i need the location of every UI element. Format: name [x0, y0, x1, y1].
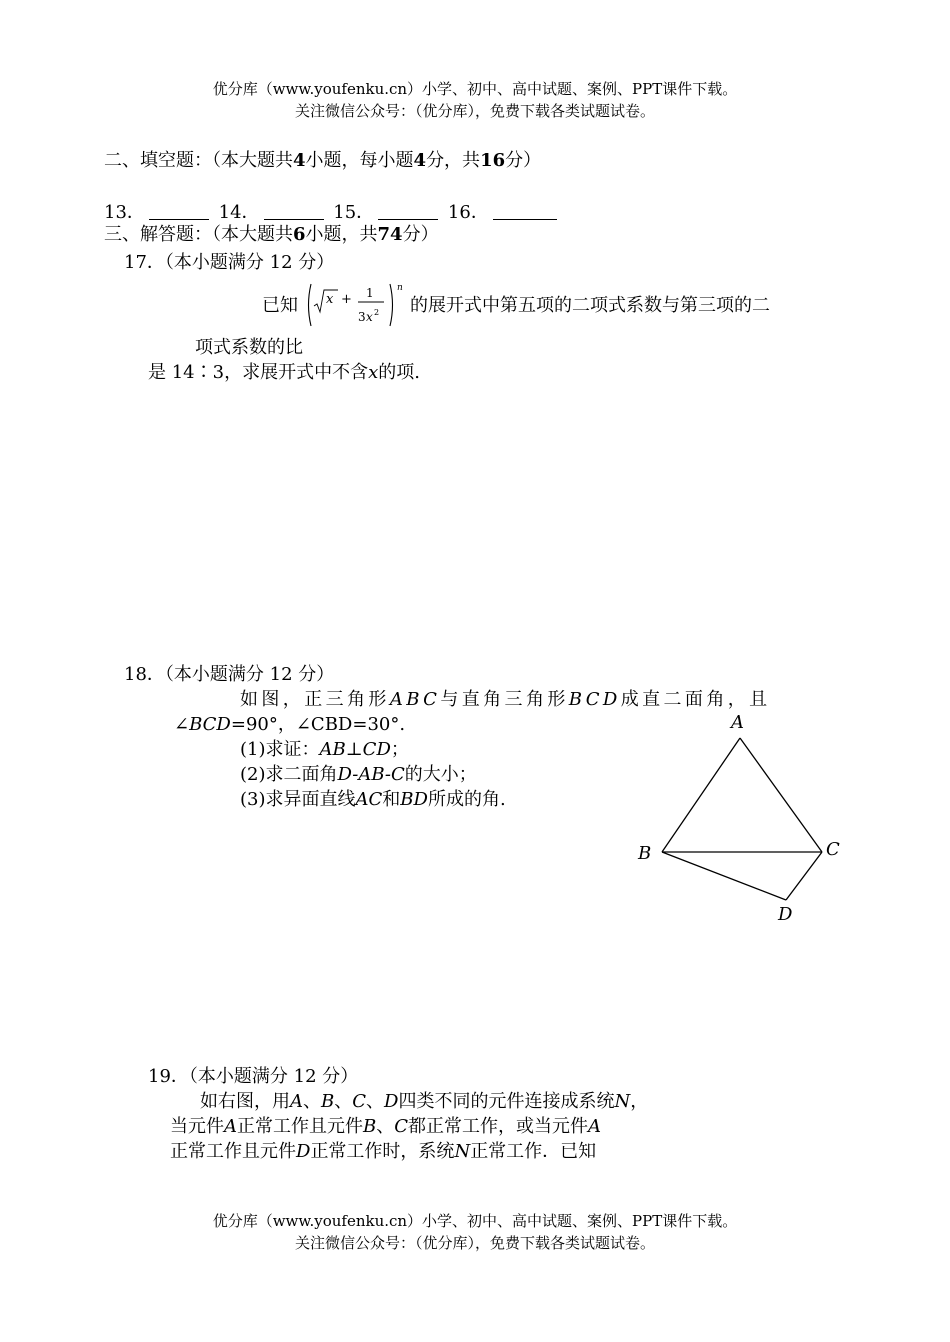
- exponent-n: n: [397, 283, 403, 293]
- q19-l2-b: 正常工作且元件: [237, 1116, 363, 1137]
- section-2-suffix: 分）: [505, 150, 542, 171]
- q19-l3-var-d: D: [296, 1141, 311, 1162]
- section-2-prefix: 二、填空题：（本大题共: [104, 150, 293, 171]
- section-2-heading: [104, 146, 541, 172]
- q18-p3-bd: BD: [400, 789, 428, 810]
- q19-heading: 19．（本小题满分 12 分）: [148, 1066, 359, 1087]
- q18-line2-rest: =90°，∠CBD=30°.: [230, 714, 406, 735]
- q19-var-c: C: [352, 1091, 367, 1112]
- plus-sign: +: [341, 292, 352, 307]
- q19-l2-a: 当元件: [170, 1116, 224, 1137]
- blank-14[interactable]: [264, 203, 324, 220]
- footer-line-1: 优分库（www.youfenku.cn）小学、初中、高中试题、案例、PPT课件下载。: [212, 1212, 738, 1230]
- q19-l2-var-a: A: [224, 1116, 237, 1137]
- blank-13-number: 13．: [104, 202, 145, 223]
- q17-heading: 17．（本小题满分 12 分）: [124, 252, 335, 273]
- section-3-heading: [104, 220, 439, 246]
- fraction-den-var: x: [366, 310, 373, 324]
- q19-l3-a: 正常工作且元件: [170, 1141, 296, 1162]
- q19-var-n: N: [614, 1091, 631, 1112]
- fraction-numerator: 1: [366, 286, 374, 300]
- q18-part2: [240, 760, 477, 786]
- blank-16-number: 16．: [447, 202, 489, 223]
- q17-text-line1: 的展开式中第五项的二项式系数与第三项的二: [410, 295, 770, 316]
- q17-line3-a: 是 14∶3，求展开式中不含: [148, 362, 369, 383]
- q18-angle-bcd: BCD: [189, 714, 231, 735]
- header-line-1: 优分库（www.youfenku.cn）小学、初中、高中试题、案例、PPT课件下载。: [212, 80, 738, 98]
- angle-symbol: ∠: [174, 714, 190, 735]
- q19-var-d: D: [384, 1091, 399, 1112]
- q19-sep1: 、: [303, 1091, 321, 1112]
- triangle-figure: [620, 700, 860, 940]
- q18-p1-a: (1)求证：: [240, 739, 320, 760]
- q19-l2-var-b: B: [363, 1116, 377, 1137]
- q18-p3-b: 所成的角.: [427, 789, 506, 810]
- q19-l1-b: 四类不同的元件连接成系统: [398, 1091, 615, 1112]
- q19-sep2: 、: [334, 1091, 353, 1112]
- q19-l3-c: 正常工作．已知: [470, 1141, 597, 1162]
- left-paren: [309, 284, 312, 326]
- q18-p2-dabc: D-AB-C: [337, 764, 405, 785]
- q17-text-line2: 项式系数的比: [195, 337, 303, 358]
- blank-13[interactable]: [149, 203, 209, 220]
- point-c-label: C: [826, 839, 840, 860]
- edge-bd: [662, 852, 786, 900]
- q19-l1-c: ，: [630, 1091, 649, 1112]
- q18-abc: ABC: [389, 689, 441, 710]
- section-2-mid: 小题，每小题: [305, 150, 414, 171]
- q18-p1-b: ；: [390, 739, 409, 760]
- q18-heading: 18．（本小题满分 12 分）: [124, 664, 335, 685]
- header-line-2: 关注微信公众号：（优分库），免费下载各类试题试卷。: [294, 102, 655, 120]
- section-2-mid2: 分，共: [426, 150, 481, 171]
- q17-text-line3: [148, 358, 420, 384]
- edge-ab: [662, 738, 740, 852]
- q18-p3-ac: AC: [355, 789, 383, 810]
- blank-14-number: 14．: [218, 202, 260, 223]
- section-3-count: 6: [293, 224, 306, 245]
- q18-p1-cd: CD: [362, 739, 391, 760]
- q18-line1-a: 如图，正三角形: [240, 689, 390, 710]
- section-2-count: 4: [293, 150, 306, 171]
- q19-l2-var-a2: A: [588, 1116, 602, 1137]
- perp-symbol: ⊥: [345, 739, 363, 760]
- q18-p1-ab: AB: [319, 739, 346, 760]
- q18-p2-a: (2)求二面角: [240, 764, 338, 785]
- q19-l1-a: 如右图，用: [200, 1091, 290, 1112]
- q17-line3-b: 的项.: [378, 362, 420, 383]
- blank-16[interactable]: [493, 203, 557, 220]
- q18-line2: [174, 710, 405, 736]
- q19-l2-sep: 、: [376, 1116, 395, 1137]
- q17-known: 已知: [262, 295, 298, 316]
- right-paren: [390, 284, 393, 326]
- q18-part3: [240, 785, 506, 811]
- fraction-den-coef: 3: [358, 310, 366, 324]
- q19-line2: [170, 1112, 601, 1138]
- section-3-prefix: 三、解答题：（本大题共: [104, 224, 293, 245]
- q19-var-a: A: [290, 1091, 303, 1112]
- blank-15[interactable]: [378, 203, 438, 220]
- q18-bcd: BCD: [568, 689, 621, 710]
- section-2-total: 16: [480, 150, 506, 171]
- blank-15-number: 15．: [333, 202, 375, 223]
- q18-p2-b: 的大小；: [404, 764, 477, 785]
- q18-line1-b: 与直角三角形: [440, 689, 569, 710]
- q17-var-x: x: [368, 362, 379, 383]
- binomial-formula: [305, 281, 405, 329]
- point-b-label: B: [638, 843, 652, 864]
- fraction-den-exp: 2: [374, 308, 380, 317]
- q19-l2-c: 都正常工作，或当元件: [408, 1116, 589, 1137]
- edge-ac: [740, 738, 822, 852]
- q19-l3-b: 正常工作时，系统: [310, 1141, 455, 1162]
- q19-sep3: 、: [366, 1091, 385, 1112]
- section-2-each: 4: [413, 150, 427, 171]
- q19-l2-var-c: C: [394, 1116, 409, 1137]
- section-3-suffix: 分）: [402, 224, 439, 245]
- section-3-total: 74: [377, 224, 403, 245]
- q18-line1-c: 成直二面角，且: [620, 689, 771, 710]
- q19-line3: [170, 1137, 596, 1163]
- q19-l3-var-n: N: [454, 1141, 471, 1162]
- q18-part1: [240, 735, 409, 761]
- edge-cd: [786, 852, 822, 900]
- q18-p3-a: (3)求异面直线: [240, 789, 356, 810]
- point-a-label: A: [731, 712, 744, 733]
- q18-p3-and: 和: [382, 789, 401, 810]
- section-3-mid: 小题，共: [305, 224, 378, 245]
- q19-line1: [200, 1087, 648, 1113]
- footer-line-2: 关注微信公众号：（优分库），免费下载各类试题试卷。: [294, 1234, 655, 1252]
- sqrt-var: x: [326, 292, 334, 307]
- q19-var-b: B: [321, 1091, 335, 1112]
- point-d-label: D: [778, 904, 793, 925]
